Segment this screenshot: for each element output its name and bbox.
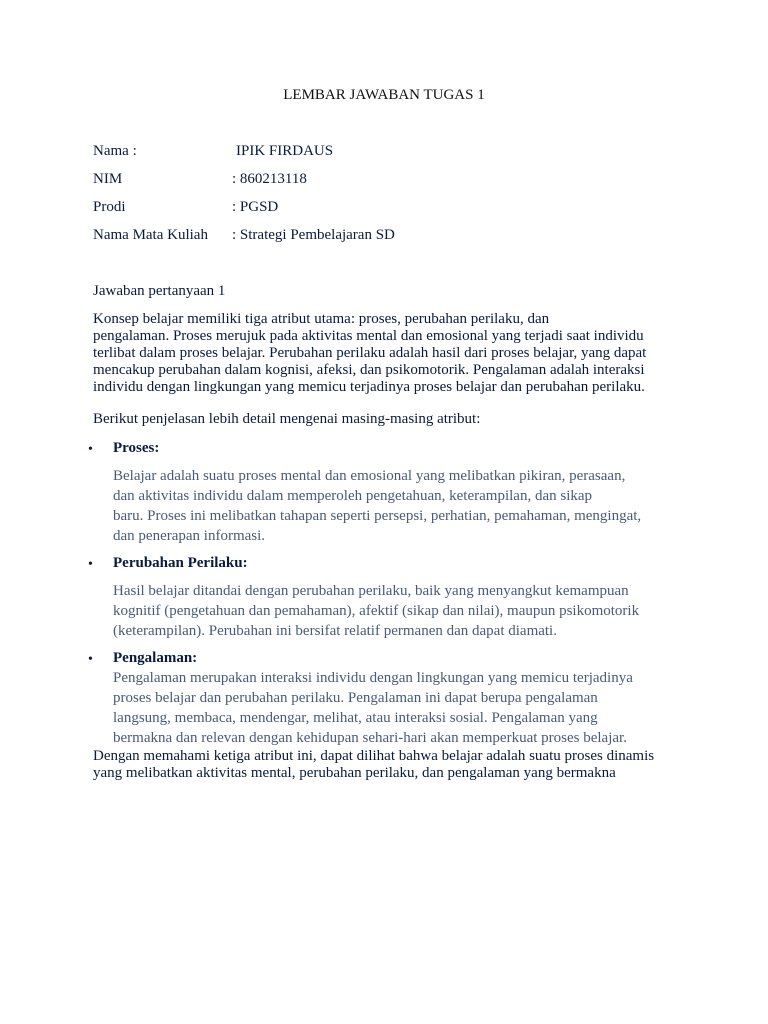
info-value: : PGSD [232, 199, 279, 215]
attribute-line: dan aktivitas individu dalam memperoleh pengetahuan, keterampilan, dan sikap [113, 488, 593, 504]
attribute-heading-perubahan-perilaku: Perubahan Perilaku: [113, 555, 248, 571]
intro-line: mencakup perubahan dalam kognisi, afeksi, dan psikomotorik. Pengalaman adalah interaksi [93, 362, 645, 378]
intro-line: individu dengan lingkungan yang memicu terjadinya proses belajar dan perubahan perilaku. [93, 379, 645, 395]
info-value: : Strategi Pembelajaran SD [232, 227, 395, 243]
conclusion-line: Dengan memahami ketiga atribut ini, dapat dilihat bahwa belajar adalah suatu proses dinamis [93, 748, 655, 764]
attribute-line: bermakna dan relevan dengan kehidupan sehari-hari akan memperkuat proses belajar. [113, 730, 627, 746]
intro-paragraph [93, 311, 683, 396]
document-title: LEMBAR JAWABAN TUGAS 1 [283, 87, 485, 103]
conclusion-line: yang melibatkan aktivitas mental, perubahan perilaku, dan pengalaman yang bermakna [93, 765, 616, 781]
info-label: Nama : [93, 143, 137, 159]
attribute-line: Hasil belajar ditandai dengan perubahan perilaku, baik yang menyangkut kemampuan [113, 583, 629, 599]
attribute-line: baru. Proses ini melibatkan tahapan seperti persepsi, perhatian, pemahaman, mengingat, [113, 508, 642, 524]
bullet-icon: • [88, 557, 93, 572]
intro-line: Konsep belajar memiliki tiga atribut utama: proses, perubahan perilaku, dan [93, 311, 550, 327]
info-value: : 860213118 [232, 171, 307, 187]
bullet-icon: • [88, 652, 93, 667]
bullet-icon: • [88, 442, 93, 457]
intro-line: terlibat dalam proses belajar. Perubahan perilaku adalah hasil dari proses belajar, yang dapat [93, 345, 647, 361]
followup-text: Berikut penjelasan lebih detail mengenai masing-masing atribut: [93, 411, 481, 427]
conclusion-paragraph [93, 748, 683, 782]
attribute-line: kognitif (pengetahuan dan pemahaman), afektif (sikap dan nilai), maupun psikomotorik [113, 603, 640, 619]
attribute-line: Belajar adalah suatu proses mental dan emosional yang melibatkan pikiran, perasaan, [113, 468, 626, 484]
attribute-line: dan penerapan informasi. [113, 528, 266, 544]
info-label: Nama Mata Kuliah [93, 227, 208, 243]
attribute-line: Pengalaman merupakan interaksi individu dengan lingkungan yang memicu terjadinya [113, 670, 633, 686]
attribute-line: (keterampilan). Perubahan ini bersifat relatif permanen dan dapat diamati. [113, 623, 557, 639]
intro-line: pengalaman. Proses merujuk pada aktivitas mental dan emosional yang terjadi saat individu [93, 328, 644, 344]
attribute-line: langsung, membaca, mendengar, melihat, atau interaksi sosial. Pengalaman yang [113, 710, 598, 726]
attribute-body-perubahan-perilaku [113, 581, 683, 641]
attribute-heading-proses: Proses: [113, 440, 160, 456]
info-label: NIM [93, 171, 123, 187]
attribute-line: proses belajar dan perubahan perilaku. Pengalaman ini dapat berupa pengalaman [113, 690, 598, 706]
info-value: IPIK FIRDAUS [236, 143, 334, 159]
info-label: Prodi [93, 199, 126, 215]
attribute-heading-pengalaman: Pengalaman: [113, 650, 198, 666]
attribute-body-pengalaman [113, 668, 683, 748]
question-heading: Jawaban pertanyaan 1 [93, 283, 226, 299]
attribute-body-proses [113, 466, 683, 546]
